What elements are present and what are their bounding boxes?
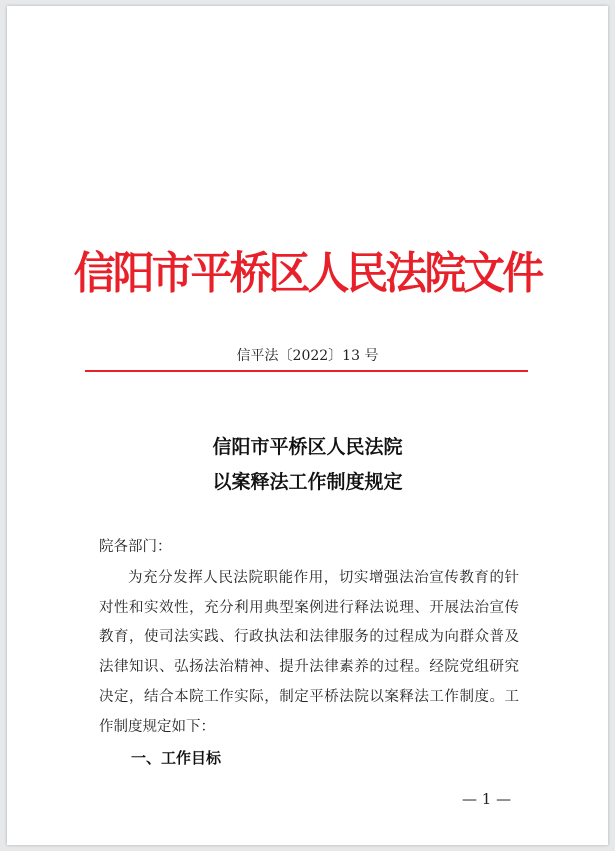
body-paragraph: 为充分发挥人民法院职能作用，切实增强法治宣传教育的针对性和实效性，充分利用典型案例进行释法说理、开展法治宣传教育，使司法实践、行政执法和法律服务的过程成为向群众普及法律知识、弘扬法治精神、提升法律素养的过程。经院党组研究决定，结合本院工作实际，制定平桥法院以案释法工作制度。工作制度规定如下： bbox=[99, 570, 519, 735]
page-number: — 1 — bbox=[462, 790, 512, 808]
document-title-line-2: 以案释法工作制度规定 bbox=[212, 471, 403, 493]
red-divider-line bbox=[85, 370, 528, 372]
document-number: 信平法〔2022〕13 号 bbox=[236, 348, 379, 364]
salutation: 院各部门： bbox=[99, 539, 172, 555]
issuer-header: 信阳市平桥区人民法院文件 bbox=[73, 248, 542, 299]
document-title-line-1: 信阳市平桥区人民法院 bbox=[212, 436, 403, 458]
section-heading: 一、工作目标 bbox=[131, 749, 222, 767]
document-page bbox=[7, 6, 608, 845]
